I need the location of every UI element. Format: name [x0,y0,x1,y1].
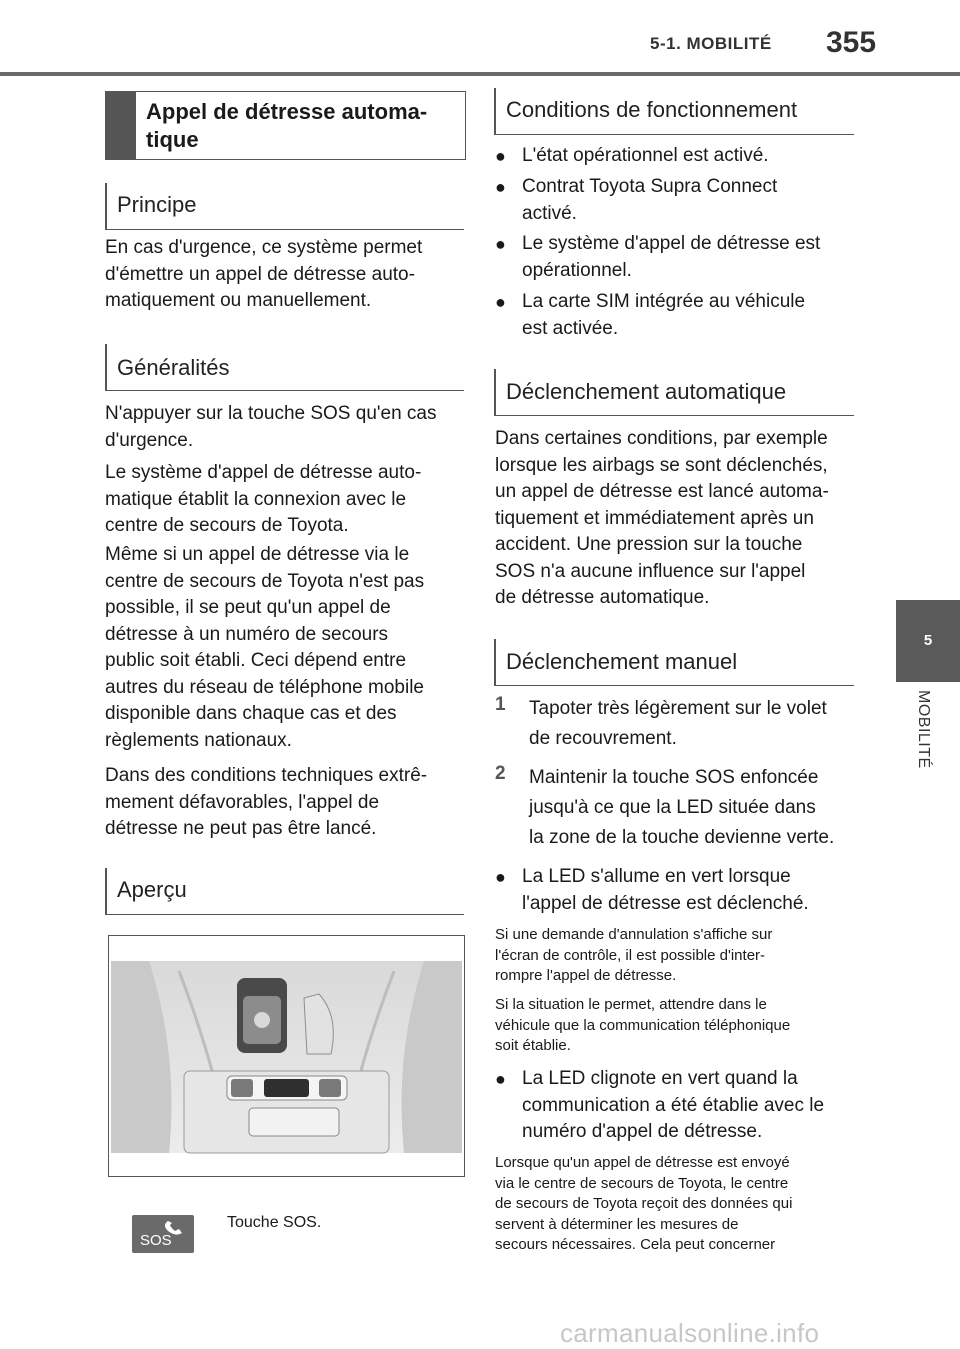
subheading-bar [105,344,107,390]
text-line: de détresse automatique. [495,587,710,608]
subheading-generalites: Généralités [117,355,230,380]
text-line: public soit établi. Ceci dépend entre [105,650,407,671]
text-line: possible, il se peut qu'un appel de [105,597,391,618]
subheading-rule [105,914,464,915]
text-line: jusqu'à ce que la LED située dans [529,797,816,818]
text-line: secours nécessaires. Cela peut concerner [495,1236,776,1253]
generalites-paragraph-2 [105,460,465,540]
text-line: La LED clignote en vert quand la [522,1068,798,1089]
text-line: Contrat Toyota Supra Connect [522,176,778,197]
text-line: règlements nationaux. [105,729,292,751]
bullet-icon: ● [495,292,506,312]
note-paragraph-1 [495,925,855,987]
text-line: l'appel de détresse est déclenché. [522,892,809,914]
text-line: rompre l'appel de détresse. [495,967,677,984]
subheading-principe: Principe [117,192,197,217]
text-line: via le centre de secours de Toyota, le centre [495,1174,789,1192]
title-box-bar [106,92,136,159]
list-item [495,1066,855,1146]
subheading-manual: Déclenchement manuel [506,649,738,674]
text-line: N'appuyer sur la touche SOS qu'en cas [105,403,437,424]
text-line: un appel de détresse est lancé automa- [495,481,829,502]
subheading-bar [105,868,107,914]
list-item [495,289,855,343]
subheading-bar [494,369,496,415]
text-line: la zone de la touche devienne verte. [529,827,835,848]
text-line: de secours de Toyota reçoit des données qui [495,1195,793,1212]
header-rule [0,72,960,76]
list-item [495,143,855,170]
principe-paragraph [105,235,465,315]
text-line: Maintenir la touche SOS enfoncée [529,767,819,788]
text-line: matiquement ou manuellement. [105,290,372,311]
text-line: autres du réseau de téléphone mobile [105,676,425,698]
text-line: accident. Une pression sur la touche [495,534,803,555]
text-line: disponible dans chaque cas et des [105,703,397,724]
chapter-tab-label: MOBILITÉ [915,690,932,769]
text-line: Dans certaines conditions, par exemple [495,428,828,449]
bullet-icon: ● [495,234,506,254]
page-number: 355 [826,26,877,59]
text-line: l'écran de contrôle, il est possible d'inter- [495,946,766,964]
sos-button[interactable] [132,1215,194,1253]
subheading-rule [494,415,854,416]
text-line: La LED s'allume en vert lorsque [522,866,791,887]
overhead-console-illustration [108,935,465,1177]
step-2 [495,763,865,855]
subheading-rule [494,134,854,135]
text-line: véhicule que la communication téléphonique [495,1016,791,1034]
step-number: 1 [495,694,506,715]
section-title-box [105,91,466,160]
list-item [495,231,855,285]
text-line: Si la situation le permet, attendre dans le [495,996,767,1013]
text-line: En cas d'urgence, ce système permet [105,237,423,258]
text-line: SOS n'a aucune influence sur l'appel [495,560,806,582]
bullet-icon: ● [495,177,506,197]
text-line: Dans des conditions techniques extrê- [105,765,428,786]
text-line: lorsque les airbags se sont déclenchés, [495,454,828,476]
text-line: opérationnel. [522,259,632,281]
text-line: mement défavorables, l'appel de [105,791,380,813]
text-line: Le système d'appel de détresse auto- [105,462,422,483]
section-title-line: Appel de détresse automa- [146,99,428,124]
note-paragraph-2 [495,995,855,1057]
text-line: Même si un appel de détresse via le [105,544,410,565]
subheading-rule [105,390,464,391]
subheading-rule [105,229,464,230]
overhead-console-drawing [109,936,464,1176]
text-line: Le système d'appel de détresse est [522,233,821,254]
bullet-icon: ● [495,146,506,166]
list-item [495,864,855,918]
section-title-line: tique [146,127,199,152]
header-section-title: 5-1. MOBILITÉ [650,34,772,53]
text-line: La carte SIM intégrée au véhicule [522,291,806,312]
text-line: est activée. [522,317,619,339]
text-line: matique établit la connexion avec le [105,488,407,510]
text-line: L'état opérationnel est activé. [522,145,769,166]
subheading-auto: Déclenchement automatique [506,379,787,404]
step-1 [495,694,855,756]
auto-paragraph [495,426,855,612]
text-line: activé. [522,202,577,224]
text-line: servent à déterminer les mesures de [495,1215,739,1233]
note-paragraph-3 [495,1153,855,1256]
text-line: de recouvrement. [529,728,677,749]
text-line: d'émettre un appel de détresse auto- [105,263,415,285]
text-line: communication a été établie avec le [522,1094,825,1116]
sos-button-label: SOS [140,1232,172,1249]
section-title [146,98,456,154]
text-line: numéro d'appel de détresse. [522,1121,763,1142]
text-line: détresse à un numéro de secours [105,623,389,645]
text-line: Tapoter très légèrement sur le volet [529,698,827,719]
generalites-paragraph-4 [105,763,465,843]
watermark[interactable]: carmanualsonline.info [560,1318,820,1348]
chapter-tab[interactable]: 5 [896,600,960,682]
text-line: d'urgence. [105,429,194,451]
bullet-icon: ● [495,1069,506,1089]
subheading-bar [105,183,107,229]
text-line: Lorsque qu'un appel de détresse est envoyé [495,1154,790,1171]
text-line: centre de secours de Toyota. [105,515,349,536]
subheading-bar [494,639,496,685]
text-line: détresse ne peut pas être lancé. [105,818,377,839]
subheading-rule [494,685,854,686]
sos-caption: Touche SOS. [227,1214,322,1231]
text-line: centre de secours de Toyota n'est pas [105,570,425,592]
subheading-conditions: Conditions de fonctionnement [506,97,798,122]
bullet-icon: ● [495,867,506,887]
generalites-paragraph-1 [105,401,465,454]
generalites-paragraph-3 [105,542,465,754]
subheading-bar [494,88,496,134]
subheading-apercu: Aperçu [117,877,187,902]
text-line: soit établie. [495,1037,571,1054]
text-line: tiquement et immédiatement après un [495,507,814,529]
list-item [495,174,855,228]
text-line: Si une demande d'annulation s'affiche sur [495,926,773,943]
step-number: 2 [495,763,506,784]
